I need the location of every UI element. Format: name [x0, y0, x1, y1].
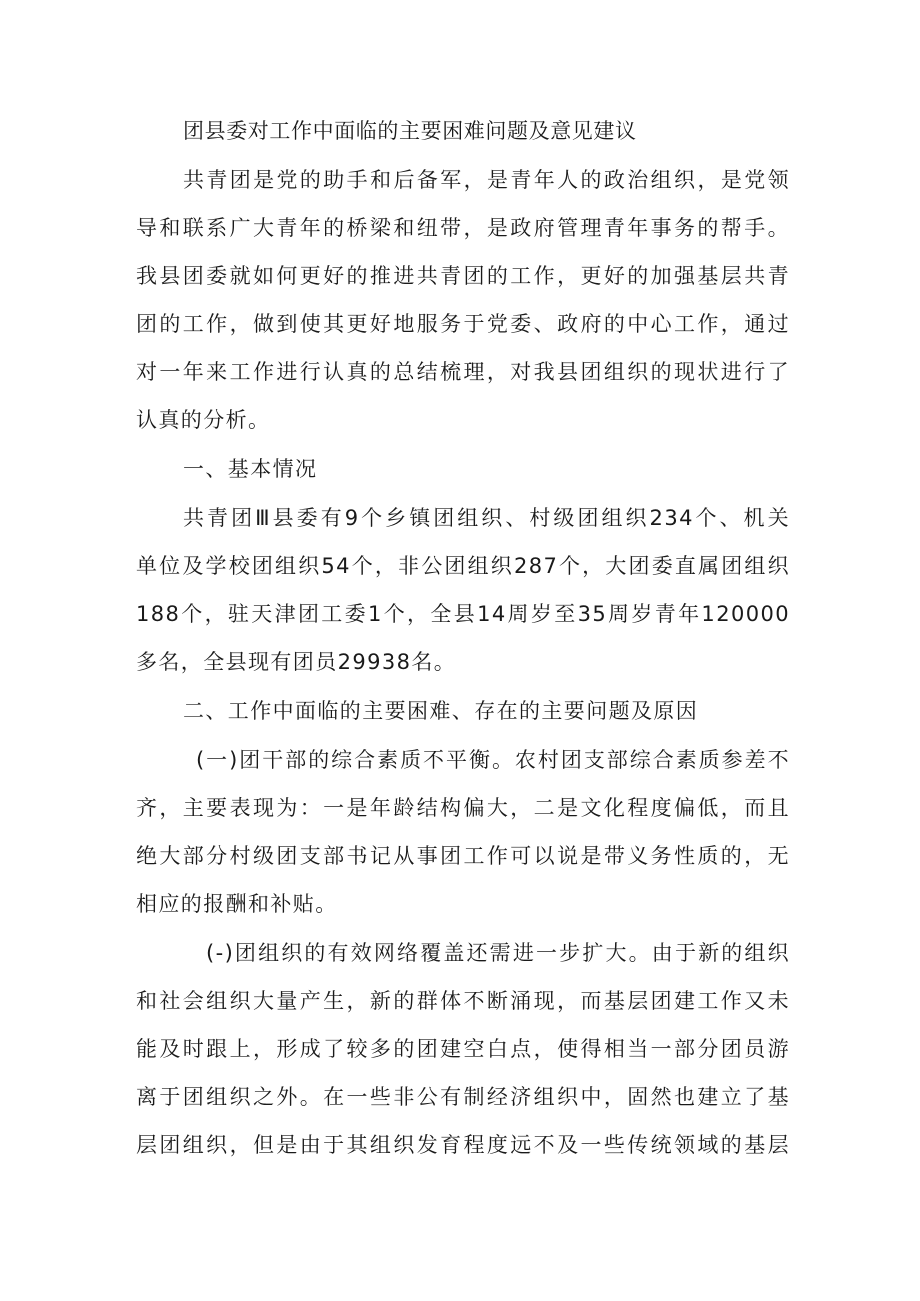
paragraph-line: 共青团Ⅲ县委有9个乡镇团组织、村级团组织234个、机关 [183, 506, 790, 530]
document-title: 团县委对工作中面临的主要困难问题及意见建议 [183, 119, 637, 143]
paragraph-line: 导和联系广大青年的桥梁和纽带，是政府管理青年事务的帮手。 [136, 216, 790, 240]
paragraph-line: 共青团是党的助手和后备军，是青年人的政治组织，是党领 [183, 168, 790, 192]
paragraph-line: 188个，驻天津团工委1个，全县14周岁至35周岁青年120000 [136, 602, 790, 626]
paragraph-line: 多名，全县现有团员29938名。 [136, 650, 457, 674]
paragraph-line: 团的工作，做到使其更好地服务于党委、政府的中心工作，通过 [136, 312, 790, 336]
section-heading: 一、基本情况 [183, 457, 318, 481]
paragraph-line: 和社会组织大量产生，新的群体不断涌现，而基层团建工作又未 [136, 989, 790, 1013]
paragraph-line: 我县团委就如何更好的推进共青团的工作，更好的加强基层共青 [136, 264, 790, 288]
paragraph-line: (一)团干部的综合素质不平衡。农村团支部综合素质参差不 [196, 748, 790, 772]
paragraph-line: 绝大部分村级团支部书记从事团工作可以说是带义务性质的，无 [136, 844, 790, 868]
paragraph-line: 离于团组织之外。在一些非公有制经济组织中，固然也建立了基 [136, 1085, 790, 1109]
paragraph-line: 层团组织，但是由于其组织发育程度远不及一些传统领域的基层 [136, 1133, 790, 1157]
paragraph-line: 对一年来工作进行认真的总结梳理，对我县团组织的现状进行了 [136, 360, 790, 384]
paragraph-line: 能及时跟上，形成了较多的团建空白点，使得相当一部分团员游 [136, 1037, 790, 1061]
paragraph-line: (-)团组织的有效网络覆盖还需进一步扩大。由于新的组织 [206, 941, 790, 965]
section-heading: 二、工作中面临的主要困难、存在的主要问题及原因 [183, 699, 699, 723]
paragraph-line: 齐，主要表现为：一是年龄结构偏大，二是文化程度偏低，而且 [136, 796, 790, 820]
paragraph-line: 单位及学校团组织54个，非公团组织287个，大团委直属团组织 [136, 554, 790, 578]
paragraph-line: 相应的报酬和补贴。 [136, 892, 338, 916]
paragraph-line: 认真的分析。 [136, 408, 271, 432]
